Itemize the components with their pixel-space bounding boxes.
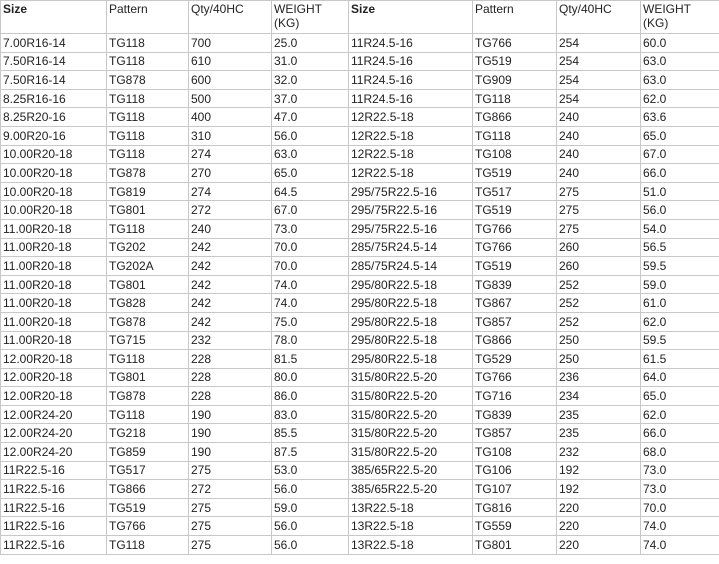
cell-weight-right: 59.0	[641, 275, 719, 294]
cell-qty-right: 275	[557, 182, 641, 201]
cell-weight-right: 56.5	[641, 238, 719, 257]
cell-weight-left: 25.0	[272, 34, 349, 53]
cell-pattern-right: TG519	[473, 164, 557, 183]
cell-weight-right: 73.0	[641, 480, 719, 499]
cell-size-left: 11R22.5-16	[1, 498, 107, 517]
cell-size-right: 315/80R22.5-20	[349, 405, 473, 424]
cell-qty-right: 220	[557, 517, 641, 536]
cell-qty-left: 270	[189, 164, 272, 183]
cell-size-left: 12.00R20-18	[1, 387, 107, 406]
table-row	[1, 238, 719, 257]
cell-pattern-left: TG519	[107, 498, 189, 517]
cell-size-left: 7.50R16-14	[1, 52, 107, 71]
cell-pattern-right: TG766	[473, 368, 557, 387]
header-weight-right-line1: WEIGHT	[643, 2, 691, 16]
cell-size-right: 295/75R22.5-16	[349, 182, 473, 201]
cell-qty-left: 272	[189, 201, 272, 220]
cell-weight-left: 80.0	[272, 368, 349, 387]
cell-qty-right: 240	[557, 164, 641, 183]
table-row	[1, 536, 719, 555]
cell-weight-right: 62.0	[641, 312, 719, 331]
cell-weight-right: 63.0	[641, 71, 719, 90]
cell-weight-left: 56.0	[272, 480, 349, 499]
cell-size-left: 12.00R24-20	[1, 443, 107, 462]
table-row	[1, 480, 719, 499]
cell-size-left: 11R22.5-16	[1, 536, 107, 555]
cell-qty-left: 274	[189, 182, 272, 201]
cell-size-right: 295/80R22.5-18	[349, 331, 473, 350]
cell-qty-right: 250	[557, 350, 641, 369]
cell-size-left: 10.00R20-18	[1, 182, 107, 201]
cell-qty-left: 242	[189, 275, 272, 294]
cell-size-left: 7.00R16-14	[1, 34, 107, 53]
cell-pattern-left: TG801	[107, 201, 189, 220]
cell-pattern-right: TG839	[473, 405, 557, 424]
cell-size-right: 295/75R22.5-16	[349, 201, 473, 220]
cell-size-left: 11.00R20-18	[1, 294, 107, 313]
cell-qty-left: 272	[189, 480, 272, 499]
cell-qty-left: 500	[189, 89, 272, 108]
cell-pattern-left: TG118	[107, 89, 189, 108]
cell-pattern-right: TG108	[473, 443, 557, 462]
cell-size-left: 11.00R20-18	[1, 238, 107, 257]
cell-qty-left: 190	[189, 443, 272, 462]
cell-qty-right: 235	[557, 424, 641, 443]
cell-qty-right: 240	[557, 145, 641, 164]
cell-pattern-left: TG866	[107, 480, 189, 499]
cell-weight-right: 70.0	[641, 498, 719, 517]
table-row	[1, 219, 719, 238]
table-row	[1, 424, 719, 443]
table-row	[1, 34, 719, 53]
cell-size-right: 13R22.5-18	[349, 536, 473, 555]
cell-pattern-left: TG715	[107, 331, 189, 350]
cell-pattern-right: TG517	[473, 182, 557, 201]
cell-size-right: 295/75R22.5-16	[349, 219, 473, 238]
cell-pattern-right: TG519	[473, 52, 557, 71]
cell-weight-right: 66.0	[641, 424, 719, 443]
header-weight-right	[641, 1, 719, 34]
header-pattern-left: Pattern	[107, 1, 189, 34]
cell-pattern-left: TG878	[107, 312, 189, 331]
cell-pattern-left: TG118	[107, 350, 189, 369]
cell-size-left: 12.00R24-20	[1, 405, 107, 424]
cell-qty-right: 236	[557, 368, 641, 387]
cell-pattern-left: TG878	[107, 164, 189, 183]
cell-pattern-right: TG716	[473, 387, 557, 406]
cell-qty-right: 234	[557, 387, 641, 406]
cell-pattern-left: TG118	[107, 219, 189, 238]
cell-size-left: 11.00R20-18	[1, 331, 107, 350]
cell-qty-left: 275	[189, 498, 272, 517]
cell-pattern-right: TG519	[473, 201, 557, 220]
cell-weight-right: 59.5	[641, 257, 719, 276]
cell-pattern-left: TG859	[107, 443, 189, 462]
cell-size-right: 315/80R22.5-20	[349, 387, 473, 406]
cell-weight-left: 78.0	[272, 331, 349, 350]
table-row	[1, 461, 719, 480]
cell-pattern-right: TG519	[473, 257, 557, 276]
cell-qty-left: 700	[189, 34, 272, 53]
cell-weight-left: 64.5	[272, 182, 349, 201]
cell-size-left: 10.00R20-18	[1, 164, 107, 183]
cell-pattern-right: TG108	[473, 145, 557, 164]
cell-size-right: 385/65R22.5-20	[349, 480, 473, 499]
cell-weight-right: 62.0	[641, 89, 719, 108]
cell-weight-left: 31.0	[272, 52, 349, 71]
cell-qty-left: 242	[189, 257, 272, 276]
cell-qty-left: 228	[189, 387, 272, 406]
cell-size-right: 12R22.5-18	[349, 108, 473, 127]
cell-qty-left: 275	[189, 461, 272, 480]
cell-qty-right: 220	[557, 536, 641, 555]
table-row	[1, 182, 719, 201]
cell-qty-left: 242	[189, 294, 272, 313]
cell-qty-right: 240	[557, 108, 641, 127]
table-row	[1, 71, 719, 90]
cell-size-right: 13R22.5-18	[349, 498, 473, 517]
table-row	[1, 312, 719, 331]
cell-pattern-right: TG766	[473, 238, 557, 257]
cell-size-right: 295/80R22.5-18	[349, 312, 473, 331]
cell-size-left: 8.25R16-16	[1, 89, 107, 108]
table-row	[1, 387, 719, 406]
cell-pattern-left: TG118	[107, 108, 189, 127]
cell-qty-left: 242	[189, 312, 272, 331]
table-row	[1, 275, 719, 294]
cell-weight-right: 61.5	[641, 350, 719, 369]
table-row	[1, 350, 719, 369]
table-row	[1, 257, 719, 276]
cell-size-left: 12.00R24-20	[1, 424, 107, 443]
table-row	[1, 443, 719, 462]
cell-pattern-left: TG202	[107, 238, 189, 257]
cell-weight-right: 54.0	[641, 219, 719, 238]
cell-weight-left: 67.0	[272, 201, 349, 220]
cell-pattern-left: TG118	[107, 34, 189, 53]
cell-weight-right: 62.0	[641, 405, 719, 424]
cell-weight-right: 73.0	[641, 461, 719, 480]
cell-weight-right: 74.0	[641, 536, 719, 555]
cell-weight-left: 65.0	[272, 164, 349, 183]
cell-qty-right: 220	[557, 498, 641, 517]
cell-weight-left: 47.0	[272, 108, 349, 127]
cell-weight-right: 74.0	[641, 517, 719, 536]
cell-qty-left: 275	[189, 536, 272, 555]
header-pattern-right: Pattern	[473, 1, 557, 34]
cell-weight-left: 53.0	[272, 461, 349, 480]
cell-qty-left: 310	[189, 126, 272, 145]
cell-weight-left: 56.0	[272, 517, 349, 536]
cell-pattern-right: TG839	[473, 275, 557, 294]
cell-size-right: 285/75R24.5-14	[349, 238, 473, 257]
cell-weight-right: 51.0	[641, 182, 719, 201]
cell-size-left: 11R22.5-16	[1, 461, 107, 480]
cell-qty-left: 228	[189, 350, 272, 369]
cell-weight-left: 32.0	[272, 71, 349, 90]
cell-weight-left: 74.0	[272, 275, 349, 294]
cell-size-left: 8.25R20-16	[1, 108, 107, 127]
cell-qty-right: 275	[557, 201, 641, 220]
cell-pattern-right: TG909	[473, 71, 557, 90]
cell-qty-left: 190	[189, 405, 272, 424]
cell-pattern-right: TG529	[473, 350, 557, 369]
header-qty-left: Qty/40HC	[189, 1, 272, 34]
cell-pattern-right: TG801	[473, 536, 557, 555]
cell-qty-right: 254	[557, 34, 641, 53]
table-row	[1, 201, 719, 220]
table-row	[1, 498, 719, 517]
cell-qty-right: 250	[557, 331, 641, 350]
cell-weight-left: 87.5	[272, 443, 349, 462]
header-qty-right: Qty/40HC	[557, 1, 641, 34]
cell-weight-left: 85.5	[272, 424, 349, 443]
cell-size-right: 315/80R22.5-20	[349, 443, 473, 462]
cell-qty-left: 190	[189, 424, 272, 443]
cell-weight-left: 70.0	[272, 257, 349, 276]
cell-pattern-right: TG559	[473, 517, 557, 536]
cell-pattern-right: TG766	[473, 219, 557, 238]
cell-pattern-left: TG878	[107, 387, 189, 406]
cell-weight-right: 68.0	[641, 443, 719, 462]
cell-pattern-right: TG107	[473, 480, 557, 499]
table-row	[1, 126, 719, 145]
cell-qty-right: 252	[557, 294, 641, 313]
cell-size-right: 11R24.5-16	[349, 34, 473, 53]
cell-pattern-left: TG828	[107, 294, 189, 313]
cell-pattern-left: TG819	[107, 182, 189, 201]
cell-pattern-left: TG118	[107, 126, 189, 145]
cell-weight-left: 56.0	[272, 536, 349, 555]
cell-pattern-left: TG118	[107, 145, 189, 164]
cell-qty-right: 235	[557, 405, 641, 424]
cell-pattern-left: TG801	[107, 368, 189, 387]
cell-size-right: 12R22.5-18	[349, 145, 473, 164]
cell-qty-left: 610	[189, 52, 272, 71]
cell-qty-right: 254	[557, 71, 641, 90]
cell-pattern-left: TG118	[107, 536, 189, 555]
header-weight-left	[272, 1, 349, 34]
cell-qty-left: 275	[189, 517, 272, 536]
cell-qty-left: 228	[189, 368, 272, 387]
cell-pattern-left: TG202A	[107, 257, 189, 276]
table-row	[1, 164, 719, 183]
cell-size-right: 295/80R22.5-18	[349, 275, 473, 294]
cell-qty-left: 400	[189, 108, 272, 127]
cell-size-right: 12R22.5-18	[349, 126, 473, 145]
cell-size-right: 11R24.5-16	[349, 89, 473, 108]
cell-pattern-right: TG866	[473, 331, 557, 350]
cell-qty-right: 232	[557, 443, 641, 462]
cell-qty-right: 252	[557, 312, 641, 331]
cell-qty-right: 260	[557, 257, 641, 276]
header-weight-left-line1: WEIGHT	[274, 2, 322, 16]
header-size-left: Size	[1, 1, 107, 34]
cell-size-right: 385/65R22.5-20	[349, 461, 473, 480]
cell-size-left: 11.00R20-18	[1, 219, 107, 238]
cell-size-right: 11R24.5-16	[349, 52, 473, 71]
cell-weight-left: 56.0	[272, 126, 349, 145]
cell-size-left: 12.00R20-18	[1, 350, 107, 369]
cell-size-left: 11.00R20-18	[1, 257, 107, 276]
cell-weight-left: 74.0	[272, 294, 349, 313]
cell-qty-right: 240	[557, 126, 641, 145]
table-row	[1, 331, 719, 350]
cell-size-right: 285/75R24.5-14	[349, 257, 473, 276]
cell-qty-left: 242	[189, 238, 272, 257]
cell-size-left: 11R22.5-16	[1, 517, 107, 536]
table-row	[1, 145, 719, 164]
cell-size-left: 11.00R20-18	[1, 275, 107, 294]
cell-weight-left: 81.5	[272, 350, 349, 369]
cell-weight-right: 65.0	[641, 387, 719, 406]
cell-weight-left: 73.0	[272, 219, 349, 238]
cell-pattern-left: TG118	[107, 405, 189, 424]
header-weight-right-line2: (KG)	[643, 16, 669, 30]
cell-size-right: 12R22.5-18	[349, 164, 473, 183]
cell-pattern-right: TG866	[473, 108, 557, 127]
cell-pattern-right: TG857	[473, 424, 557, 443]
cell-weight-right: 65.0	[641, 126, 719, 145]
cell-size-right: 11R24.5-16	[349, 71, 473, 90]
cell-pattern-right: TG118	[473, 89, 557, 108]
cell-pattern-left: TG766	[107, 517, 189, 536]
cell-size-left: 11.00R20-18	[1, 312, 107, 331]
cell-pattern-right: TG106	[473, 461, 557, 480]
cell-pattern-right: TG857	[473, 312, 557, 331]
cell-qty-right: 252	[557, 275, 641, 294]
cell-weight-left: 75.0	[272, 312, 349, 331]
cell-weight-left: 86.0	[272, 387, 349, 406]
cell-qty-right: 275	[557, 219, 641, 238]
cell-weight-left: 83.0	[272, 405, 349, 424]
cell-weight-right: 56.0	[641, 201, 719, 220]
cell-qty-right: 254	[557, 89, 641, 108]
table-row	[1, 368, 719, 387]
table-row	[1, 89, 719, 108]
cell-size-left: 9.00R20-16	[1, 126, 107, 145]
cell-size-left: 10.00R20-18	[1, 201, 107, 220]
cell-weight-right: 67.0	[641, 145, 719, 164]
cell-qty-left: 232	[189, 331, 272, 350]
cell-pattern-left: TG878	[107, 71, 189, 90]
table-row	[1, 294, 719, 313]
cell-weight-left: 70.0	[272, 238, 349, 257]
cell-weight-right: 66.0	[641, 164, 719, 183]
cell-size-left: 11R22.5-16	[1, 480, 107, 499]
cell-weight-left: 59.0	[272, 498, 349, 517]
cell-size-right: 13R22.5-18	[349, 517, 473, 536]
header-size-right: Size	[349, 1, 473, 34]
cell-pattern-left: TG517	[107, 461, 189, 480]
cell-pattern-right: TG867	[473, 294, 557, 313]
table-body	[1, 34, 719, 555]
cell-size-left: 7.50R16-14	[1, 71, 107, 90]
cell-qty-left: 274	[189, 145, 272, 164]
cell-size-left: 10.00R20-18	[1, 145, 107, 164]
table-row	[1, 405, 719, 424]
cell-pattern-right: TG816	[473, 498, 557, 517]
cell-size-right: 295/80R22.5-18	[349, 350, 473, 369]
cell-qty-left: 240	[189, 219, 272, 238]
cell-pattern-right: TG766	[473, 34, 557, 53]
cell-size-left: 12.00R20-18	[1, 368, 107, 387]
cell-qty-right: 254	[557, 52, 641, 71]
cell-size-right: 295/80R22.5-18	[349, 294, 473, 313]
cell-weight-right: 60.0	[641, 34, 719, 53]
cell-weight-left: 63.0	[272, 145, 349, 164]
cell-qty-right: 192	[557, 480, 641, 499]
cell-pattern-right: TG118	[473, 126, 557, 145]
table-row	[1, 52, 719, 71]
cell-weight-right: 61.0	[641, 294, 719, 313]
cell-pattern-left: TG118	[107, 52, 189, 71]
cell-qty-left: 600	[189, 71, 272, 90]
cell-pattern-left: TG218	[107, 424, 189, 443]
cell-qty-right: 192	[557, 461, 641, 480]
cell-weight-right: 63.0	[641, 52, 719, 71]
cell-qty-right: 260	[557, 238, 641, 257]
table-row	[1, 517, 719, 536]
table-row	[1, 108, 719, 127]
cell-weight-left: 37.0	[272, 89, 349, 108]
cell-weight-right: 59.5	[641, 331, 719, 350]
header-row	[1, 1, 719, 34]
cell-pattern-left: TG801	[107, 275, 189, 294]
cell-size-right: 315/80R22.5-20	[349, 368, 473, 387]
cell-weight-right: 64.0	[641, 368, 719, 387]
header-weight-left-line2: (KG)	[274, 16, 300, 30]
cell-size-right: 315/80R22.5-20	[349, 424, 473, 443]
cell-weight-right: 63.6	[641, 108, 719, 127]
